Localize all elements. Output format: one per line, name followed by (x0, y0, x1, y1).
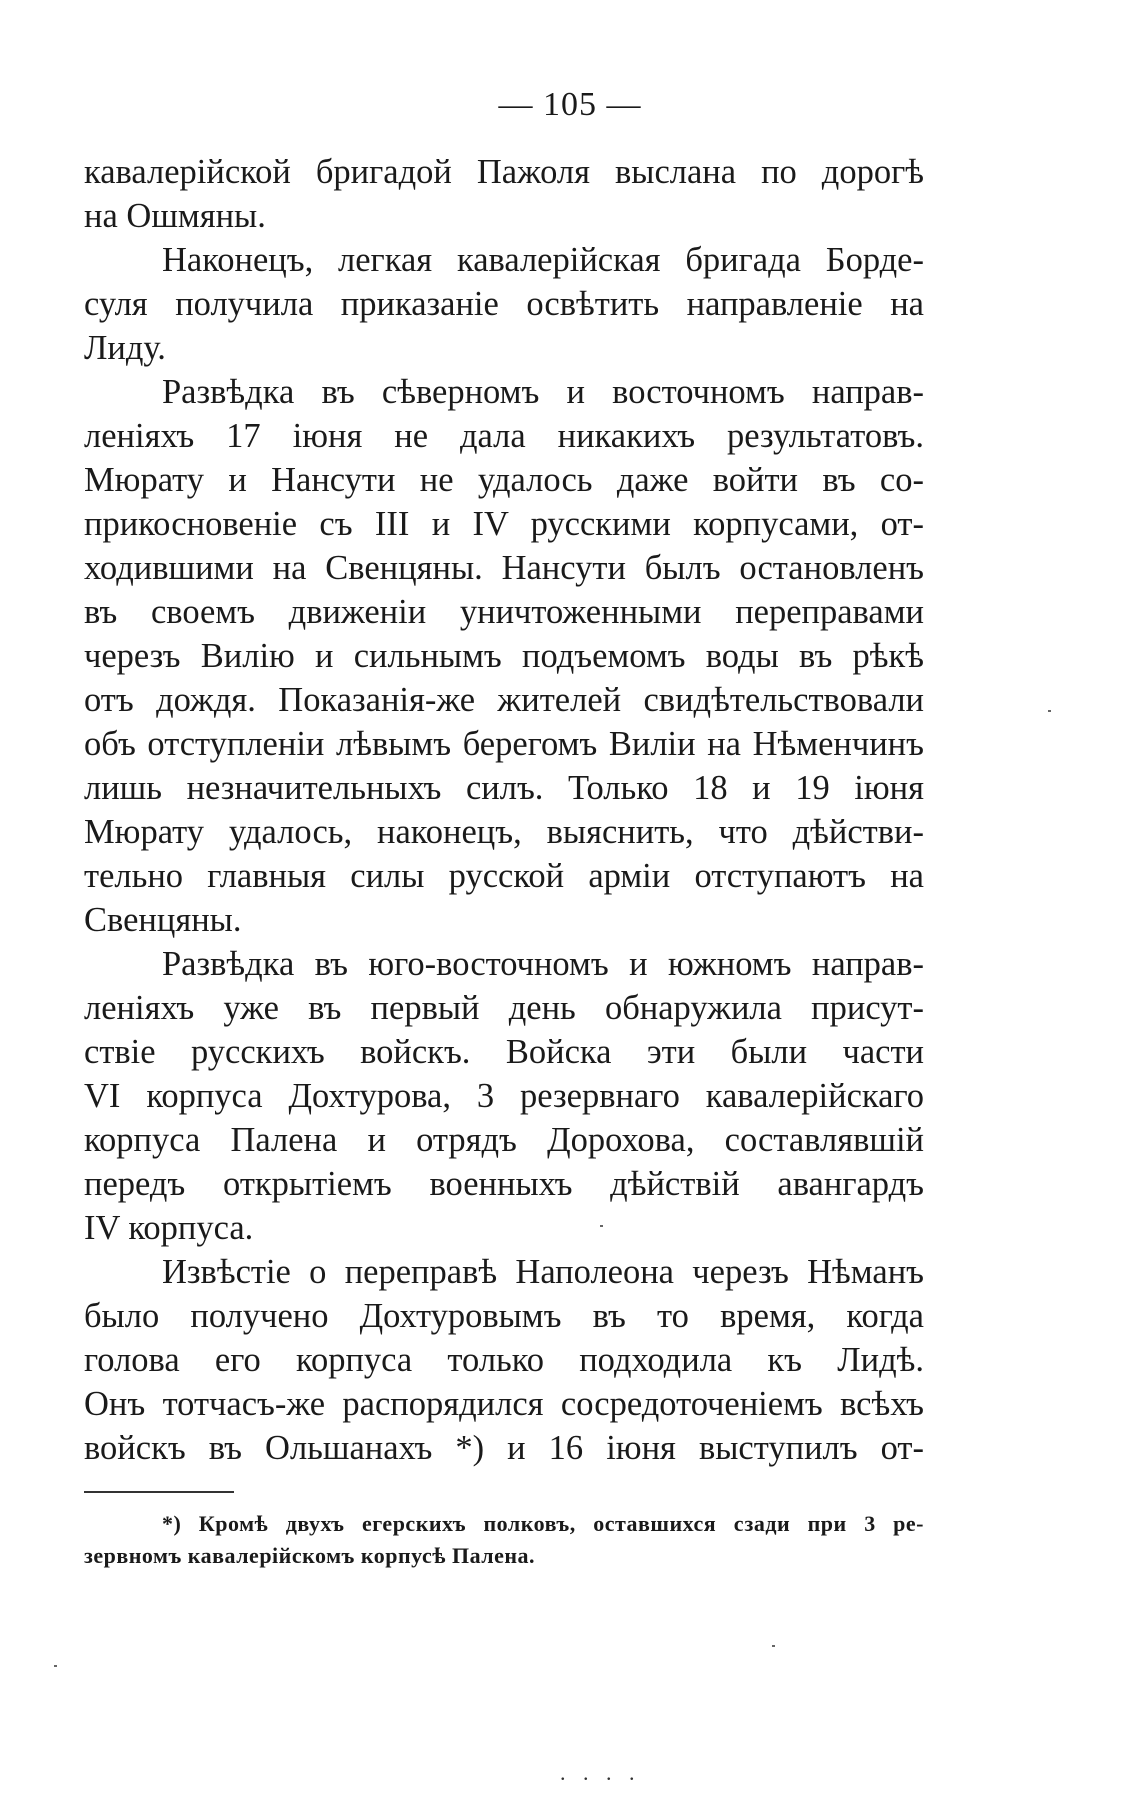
scan-speck (772, 1645, 775, 1647)
text-line: леніяхъ 17 іюня не дала никакихъ результатовъ. (84, 417, 924, 455)
footnote-line: *) Кромѣ двухъ егерскихъ полковъ, оставшихся сзади при 3 ре- (162, 1511, 924, 1536)
text-line: ходившими на Свенцяны. Нансути былъ остановленъ (84, 549, 924, 587)
page-number: — 105 — (498, 86, 642, 123)
text-line: леніяхъ уже въ первый день обнаружила присут- (84, 989, 924, 1027)
scan-speck (54, 1665, 57, 1667)
text-line: войскъ въ Ольшанахъ *) и 16 іюня выступилъ от- (84, 1429, 924, 1467)
text-line: IV корпуса. (84, 1209, 254, 1247)
paragraph-start: Развѣдка въ юго-восточномъ и южномъ направ- (162, 945, 924, 983)
text-line: Онъ тотчасъ-же распорядился сосредоточеніемъ всѣхъ (84, 1385, 924, 1423)
text-line: корпуса Палена и отрядъ Дорохова, составлявшій (84, 1121, 924, 1159)
text-line: тельно главныя силы русской арміи отступаютъ на (84, 857, 924, 895)
text-line: Мюрату и Нансути не удалось даже войти въ со- (84, 461, 924, 499)
bottom-marks: . . . . (560, 1760, 641, 1785)
footnote-divider (84, 1491, 234, 1493)
footnote-line: зервномъ кавалерійскомъ корпусѣ Палена. (84, 1543, 536, 1568)
text-line: Свенцяны. (84, 901, 242, 939)
main-text (84, 150, 924, 1470)
text-line: въ своемъ движеніи уничтоженными переправами (84, 593, 924, 631)
paragraph-start: Наконецъ, легкая кавалерійская бригада Борде- (162, 241, 924, 279)
text-line: кавалерійской бригадой Пажоля выслана по дорогѣ (84, 153, 924, 191)
text-line: ствіе русскихъ войскъ. Войска эти были части (84, 1033, 924, 1071)
text-line: отъ дождя. Показанія-же жителей свидѣтельствовали (84, 681, 924, 719)
paragraph-start: Извѣстіе о переправѣ Наполеона черезъ Нѣманъ (162, 1253, 924, 1291)
text-line: лишь незначительныхъ силъ. Только 18 и 19 іюня (84, 769, 924, 807)
paragraph-start: Развѣдка въ сѣверномъ и восточномъ направ- (162, 373, 924, 411)
text-line: Лиду. (84, 329, 166, 367)
text-line: прикосновеніе съ III и IV русскими корпусами, от- (84, 505, 924, 543)
text-line: голова его корпуса только подходила къ Лидѣ. (84, 1341, 924, 1379)
text-line: объ отступленіи лѣвымъ берегомъ Виліи на Нѣменчинъ (84, 725, 924, 763)
footnote (84, 1508, 924, 1572)
text-line: Мюрату удалось, наконецъ, выяснить, что дѣйстви- (84, 813, 924, 851)
scan-speck (1048, 710, 1051, 712)
text-line: VI корпуса Дохтурова, 3 резервнаго кавалерійскаго (84, 1077, 924, 1115)
text-line: черезъ Вилію и сильнымъ подъемомъ воды въ рѣкѣ (84, 637, 924, 675)
text-line: было получено Дохтуровымъ въ то время, когда (84, 1297, 924, 1335)
text-line: суля получила приказаніе освѣтить направленіе на (84, 285, 924, 323)
text-line: передъ открытіемъ военныхъ дѣйствій авангардъ (84, 1165, 924, 1203)
text-line: на Ошмяны. (84, 197, 266, 235)
scan-speck (600, 1225, 603, 1227)
